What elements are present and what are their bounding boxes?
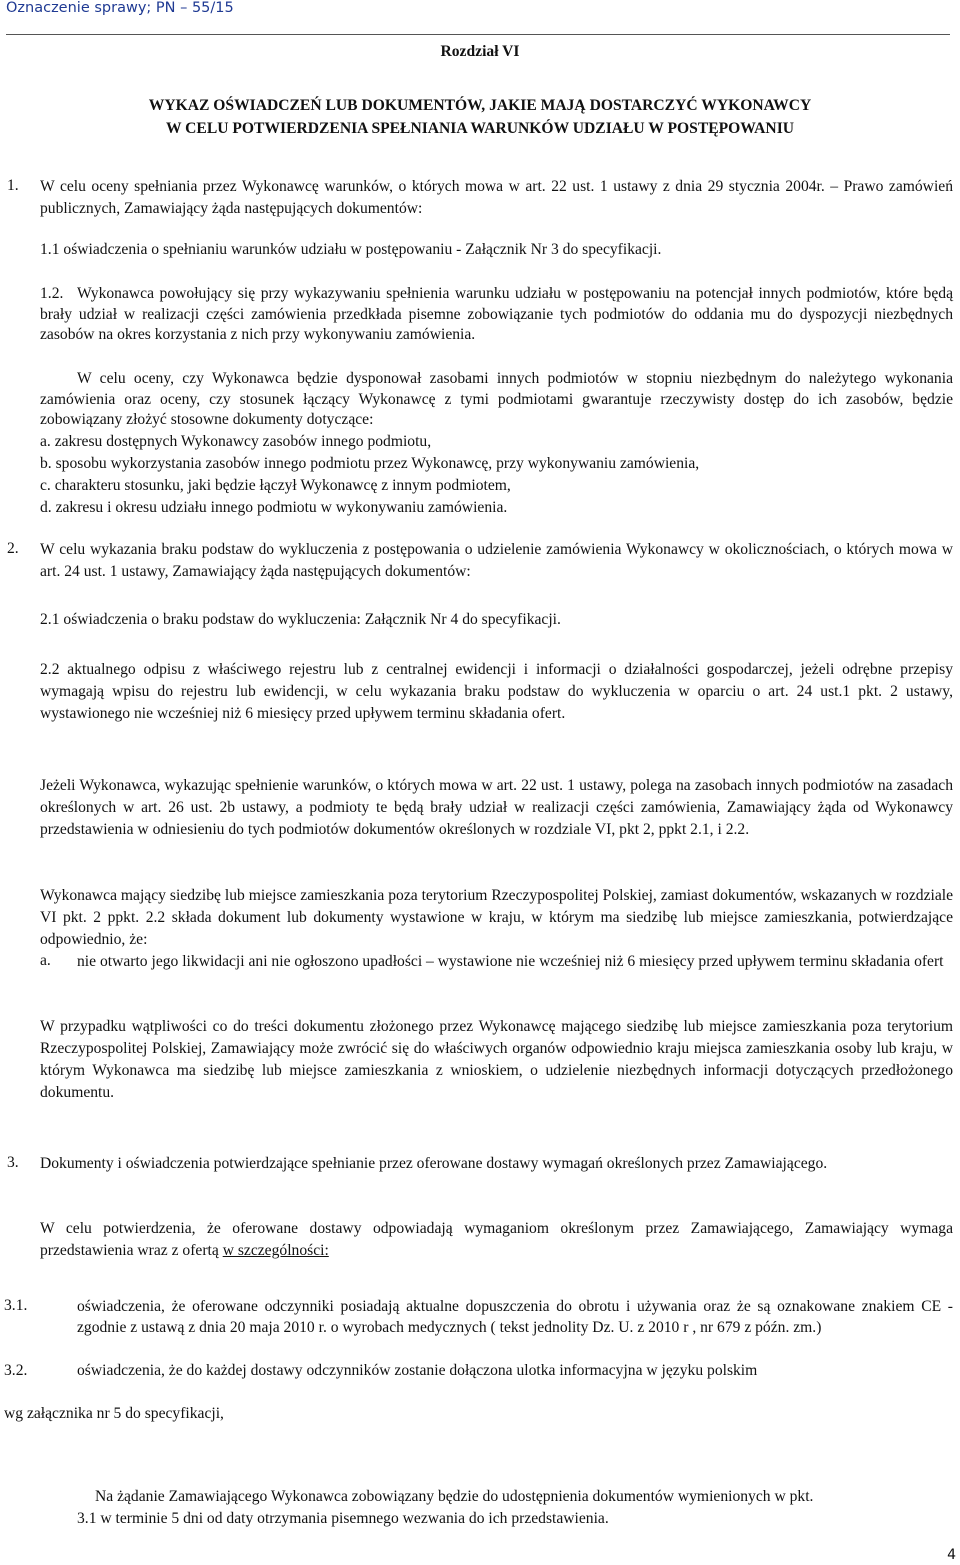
list-item-c: c. charakteru stosunku, jaki będzie łączył Wykonawcę z innym podmiotem, [40,477,511,494]
confirmation-paragraph [40,1218,953,1262]
header-rule [6,34,950,35]
section-3-text: Dokumenty i oświadczenia potwierdzające spełnianie przez oferowane dostawy wymagań określonych przez Zamawiającego. [40,1155,828,1172]
page-number: 4 [947,1547,956,1563]
item-1-2-number: 1.2. [40,285,64,302]
confirmation-text: W celu potwierdzenia, że oferowane dostawy odpowiadają wymaganiom określonym przez Zamawiającego, Zamawiający wymaga przedstawienia wraz z ofertą [40,1220,953,1259]
list-item-b: b. sposobu wykorzystania zasobów innego podmiotu przez Wykonawcę, przy wykonywaniu zamówienia, [40,455,700,472]
item-3-2-text: oświadczenia, że do każdej dostawy odczynników zostanie dołączona ulotka informacyjna w języku polskim [77,1362,758,1379]
item-2-2: 2.2 aktualnego odpisu z właściwego rejestru lub z centralnej ewidencji i informacji o działalności gospodarczej, jeżeli odrębne przepisy wymagają wpisu do rejestru lub ewidencji, w celu wykazania braku podstaw do wykluczenia w oparciu o art. 24 ust.1 pkt. 2 ustawy, wystawionego nie wcześniej niż 6 miesięcy przed upływem terminu składania ofert. [40,661,953,722]
foreign-item-a-text: nie otwarto jego likwidacji ani nie ogłoszono upadłości – wystawione nie wcześniej niż 6 miesięcy przed upływem terminu składania ofert [77,953,944,970]
chapter-heading-2: W CELU POTWIERDZENIA SPEŁNIANIA WARUNKÓW UDZIAŁU W POSTĘPOWANIU [165,120,795,137]
chapter-title: Rozdział VI [440,43,520,60]
foreign-seat-paragraph: Wykonawca mający siedzibę lub miejsce zamieszkania poza terytorium Rzeczypospolitej Polskiej, zamiast dokumentów, wskazanych w rozdziale VI pkt. 2 ppkt. 2.2 składa dokument lub dokumenty wystawione w kraju, w którym ma siedzibę lub miejsce zamieszkania, potwierdzające odpowiednio, że: [40,887,953,948]
section-1-number: 1. [7,177,19,194]
list-item-a: a. zakresu dostępnych Wykonawcy zasobów innego podmiotu, [40,433,432,450]
chapter-heading-1: WYKAZ OŚWIADCZEŃ LUB DOKUMENTÓW, JAKIE MAJĄ DOSTARCZYĆ WYKONAWCY [148,97,812,114]
attachment-note: wg załącznika nr 5 do specyfikacji, [4,1405,224,1422]
foreign-resources-paragraph: Jeżeli Wykonawca, wykazując spełnienie warunków, o których mowa w art. 22 ust. 1 ustawy, polega na zasobach innych podmiotów na zasadach określonych w art. 26 ust. 2b ustawy, a podmioty te będą brały udział w realizacji części zamówienia, Zamawiający żąda od Wykonawcy przedstawienia w odniesieniu do tych podmiotów dokumentów określonych w rozdziale VI, pkt 2, ppkt 2.1, i 2.2. [40,777,953,838]
section-2-number: 2. [7,540,19,557]
item-2-1: 2.1 oświadczenia o braku podstaw do wykluczenia: Załącznik Nr 4 do specyfikacji. [40,611,561,628]
doubts-paragraph: W przypadku wątpliwości co do treści dokumentu złożonego przez Wykonawcę mającego siedzibę lub miejsce zamieszkania poza terytorium Rzeczypospolitej Polskiej, Zamawiający może zwrócić się do właściwych organów odpowiednio kraju miejsca zamieszkania osoby lub kraju, w którym Wykonawca ma siedzibę lub miejsce zamieszkania z wnioskiem, o udzielenie niezbędnych informacji dotyczących przedłożonego dokumentu. [40,1018,953,1101]
item-3-1-text: oświadczenia, że oferowane odczynniki posiadają aktualne dopuszczenia do obrotu i używania oraz że są oznakowane znakiem CE - zgodnie z ustawą z dnia 20 maja 2010 r. o wyrobach medycznych ( tekst jednolity Dz. U. z 2010 r , nr 679 z późn. zm.) [77,1298,953,1336]
item-1-2-text: Wykonawca powołujący się przy wykazywaniu spełnienia warunku udziału w postępowaniu na potencjał innych podmiotów, które będą brały udział w realizacji części zamówienia przedkłada pisemne zobowiązanie tych podmiotów do oddania mu do dyspozycji niezbędnych zasobów na okres korzystania z nich przy wykonywaniu zamówienia. [40,285,953,343]
list-item-d: d. zakresu i okresu udziału innego podmiotu w wykonywaniu zamówienia. [40,499,508,516]
request-note-line-1: Na żądanie Zamawiającego Wykonawca zobowiązany będzie do udostępnienia dokumentów wymienionych w pkt. [95,1488,814,1505]
section-1-text: W celu oceny spełniania przez Wykonawcę warunków, o których mowa w art. 22 ust. 1 ustawy z dnia 29 stycznia 2004r. – Prawo zamówień publicznych, Zamawiający żąda następujących dokumentów: [40,178,953,217]
item-1-1: 1.1 oświadczenia o spełnianiu warunków udziału w postępowaniu - Załącznik Nr 3 do specyfikacji. [40,241,662,258]
item-3-1-number: 3.1. [4,1297,28,1314]
foreign-item-a-number: a. [40,952,51,969]
resources-evaluation-paragraph: W celu oceny, czy Wykonawca będzie dysponował zasobami innych podmiotów w stopniu niezbędnym do należytego wykonania zamówienia oraz oceny, czy stosunek łączący Wykonawcę z tymi podmiotami gwarantuje rzeczywisty dostęp do ich zasobów, będzie zobowiązany złożyć stosowne dokumenty dotyczące: [40,370,953,428]
request-note-line-2: 3.1 w terminie 5 dni od daty otrzymania pisemnego wezwania do ich przedstawienia. [77,1510,609,1527]
confirmation-underlined: w szczególności: [222,1242,329,1259]
case-label: Oznaczenie sprawy; PN – 55/15 [6,0,234,16]
section-2-text: W celu wykazania braku podstaw do wykluczenia z postępowania o udzielenie zamówienia Wykonawcy w okolicznościach, o których mowa w art. 24 ust. 1 ustawy, Zamawiający żąda następujących dokumentów: [40,541,953,580]
section-3-number: 3. [7,1154,19,1171]
item-3-2-number: 3.2. [4,1362,28,1379]
